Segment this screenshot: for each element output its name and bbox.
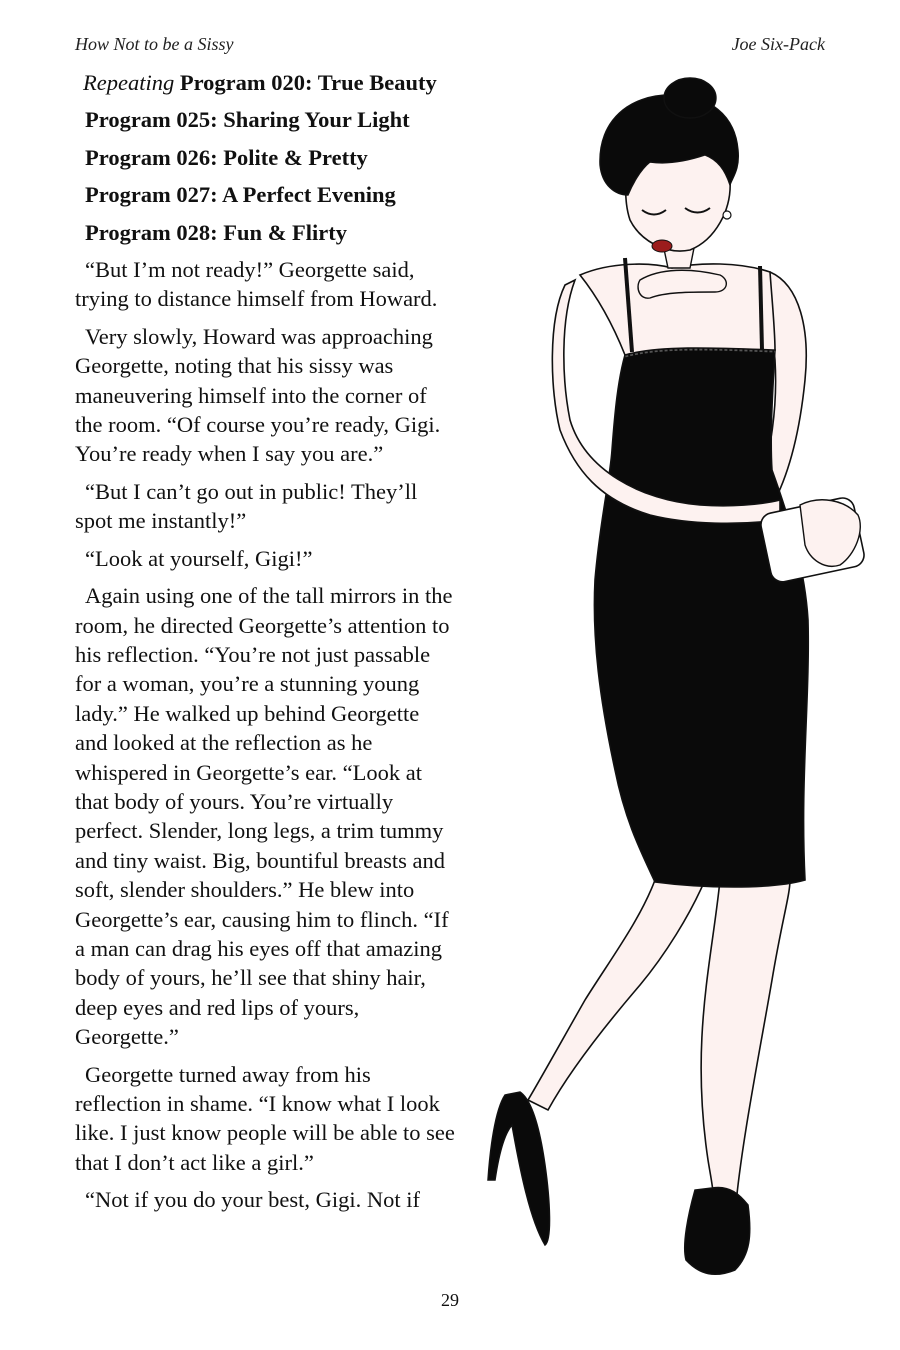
- paragraph-4: “Look at yourself, Gigi!”: [85, 545, 313, 571]
- paragraph-6: Georgette turned away from his reflection in shame. “I know what I look like. I just know people will be able to see that I don’t act like a girl.”: [75, 1061, 455, 1175]
- repeat-program-title: Program 020: True Beauty: [179, 70, 437, 95]
- page-number: 29: [441, 1290, 459, 1310]
- program-025: Program 025: Sharing Your Light: [85, 107, 410, 133]
- paragraph-3: “But I can’t go out in public! They’ll spot me instantly!”: [75, 478, 418, 534]
- hair-bun: [664, 78, 716, 118]
- lips: [652, 240, 672, 252]
- paragraph-7: “Not if you do your best, Gigi. Not if: [85, 1187, 420, 1213]
- earring: [723, 211, 731, 219]
- illustration-woman-black-dress: [455, 70, 885, 1285]
- program-028: Program 028: Fun & Flirty: [85, 219, 348, 245]
- back-leg: [701, 880, 790, 1215]
- running-header-title: How Not to be a Sissy: [75, 34, 234, 54]
- front-leg: [528, 880, 705, 1110]
- paragraph-2: Very slowly, Howard was approaching Georgette, noting that his sissy was maneuvering himself into the corner of the room. “Of course you’re ready, Gigi. You’re ready when I say you are.”: [75, 323, 441, 467]
- repeat-program-line: [75, 68, 455, 97]
- program-026: Program 026: Polite & Pretty: [85, 144, 368, 170]
- front-shoe: [488, 1092, 550, 1245]
- text-column: [75, 68, 455, 1223]
- right-strap: [760, 266, 762, 350]
- repeating-label: Repeating: [83, 70, 175, 95]
- running-header-author: Joe Six-Pack: [731, 34, 825, 54]
- back-shoe: [685, 1187, 750, 1274]
- paragraph-1: “But I’m not ready!” Georgette said, trying to distance himself from Howard.: [75, 257, 438, 312]
- program-027: Program 027: A Perfect Evening: [85, 182, 396, 208]
- paragraph-5: Again using one of the tall mirrors in the room, he directed Georgette’s attention to his reflection. “You’re not just passable for a woman, you’re a stunning young lady.” He walked up behind Georgette and looked at the reflection as he whispered in Georgette’s ear. “Look at that body of yours. You’re virtually perfect. Slender, long legs, a trim tummy and tiny waist. Big, bountiful breasts and soft, slender shoulders.” He blew into Georgette’s ear, causing him to flinch. “If a man can drag his eyes off that amazing body of yours, he’ll see that shiny hair, deep eyes and red lips of yours, Georgette.”: [75, 583, 453, 1050]
